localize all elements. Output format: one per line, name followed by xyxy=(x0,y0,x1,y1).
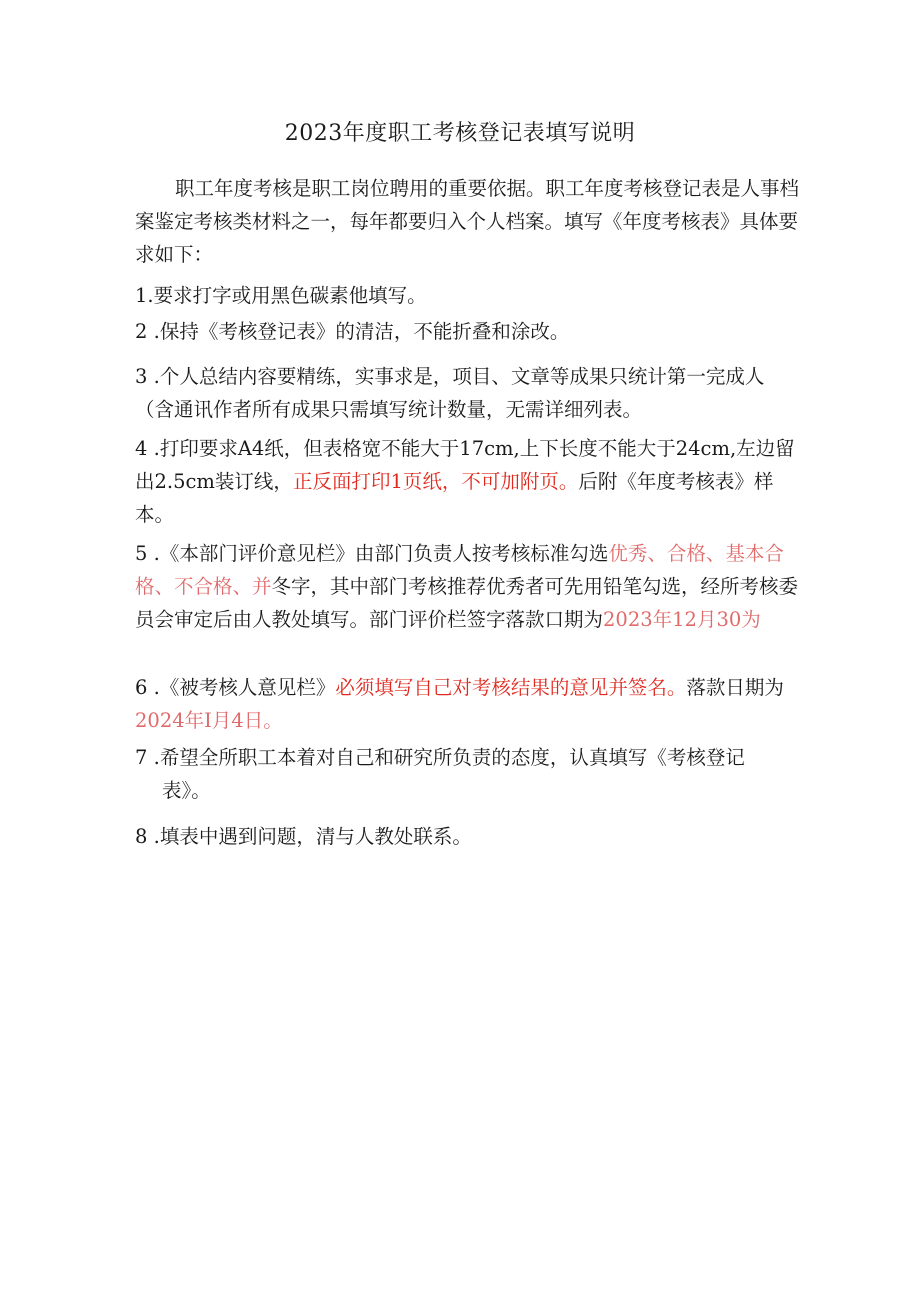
item-text-continuation: 表》。 xyxy=(162,779,211,802)
list-item-8 xyxy=(135,820,800,853)
item-number: 1 xyxy=(135,284,148,307)
item-number: 5 xyxy=(135,542,148,565)
item-text: .打印要求A4纸，但表格宽不能大于17cm,上下长度不能大于24cm,左边留出2.5cm装订线， xyxy=(135,437,795,493)
list-item-1 xyxy=(135,279,800,312)
item-number: 4 xyxy=(135,437,148,460)
list-item-4 xyxy=(135,432,800,531)
item-text-highlight: 2024年I月4日。 xyxy=(135,709,283,732)
item-text: 落款日期为 xyxy=(686,676,784,699)
item-text: 后附《年度考核表》样本。 xyxy=(135,470,774,526)
item-text-highlight: 2023年12月30为 xyxy=(603,608,761,631)
item-number: 3 xyxy=(135,365,148,388)
item-text: .希望全所职工本着对自己和研究所负责的态度，认真填写《考核登记 xyxy=(147,746,745,769)
item-text: .《被考核人意见栏》 xyxy=(147,676,336,699)
list-item-5 xyxy=(135,537,800,636)
list-item-6 xyxy=(135,671,800,737)
list-item-7 xyxy=(135,741,800,807)
list-item-2 xyxy=(135,315,800,348)
item-text-highlight: 优秀、合格、基本合格、不合格、并 xyxy=(135,542,784,598)
item-text: .要求打字或用黑色碳素他填写。 xyxy=(147,284,427,307)
document-title: 2023年度职工考核登记表填写说明 xyxy=(284,121,636,146)
item-text: .保持《考核登记表》的清洁，不能折叠和涂改。 xyxy=(147,320,570,343)
item-number: 7 xyxy=(135,746,148,769)
item-text: .个人总结内容要精练，实事求是，项目、文章等成果只统计第一完成人（含通讯作者所有成果只需填写统计数量，无需详细列表。 xyxy=(135,365,765,421)
list-item-3 xyxy=(135,360,800,426)
item-text: .《本部门评价意见栏》由部门负责人按考核标准勾选 xyxy=(147,542,609,565)
item-number: 8 xyxy=(135,825,148,848)
item-text: 冬字，其中部门考核推荐优秀者可先用铅笔勾选，经所考核委员会审定后由人教处填写。部门评价栏签字落款口期为 xyxy=(135,575,799,631)
item-number: 2 xyxy=(135,320,148,343)
item-text-highlight: 正反面打印1页纸，不可加附页。 xyxy=(292,470,579,493)
item-text-highlight: 必须填写自己对考核结果的意见并签名。 xyxy=(335,676,687,699)
item-number: 6 xyxy=(135,676,148,699)
item-text: .填表中遇到问题，清与人教处联系。 xyxy=(147,825,472,848)
intro-paragraph: 职工年度考核是职工岗位聘用的重要依据。职工年度考核登记表是人事档案鉴定考核类材料之一，每年都要归入个人档案。填写《年度考核表》具体要求如下： xyxy=(135,177,800,266)
